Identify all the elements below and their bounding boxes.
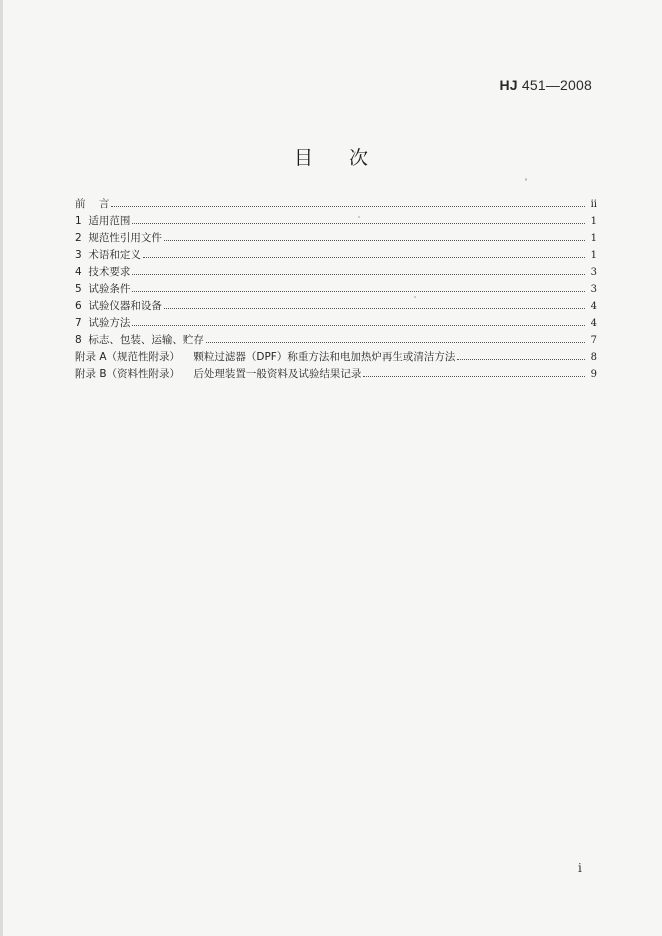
toc-entry-label: 6 试验仪器和设备 [75, 300, 162, 312]
toc-entry-test-conditions[interactable] [75, 281, 597, 298]
toc-entry-label: 7 试验方法 [75, 317, 131, 329]
toc-entry-label: 3 术语和定义 [75, 249, 141, 261]
toc-entry-label: 2 规范性引用文件 [75, 232, 162, 244]
table-of-contents [75, 196, 597, 383]
toc-entry-terms[interactable] [75, 247, 597, 264]
page-number: i [578, 861, 582, 875]
toc-entry-page: 7 [590, 335, 597, 346]
toc-entry-label: 5 试验条件 [75, 283, 131, 295]
toc-entry-marking-packaging[interactable] [75, 332, 597, 349]
toc-entry-test-methods[interactable] [75, 315, 597, 332]
toc-entry-page: ii [590, 199, 597, 210]
toc-entry-label: 1 适用范围 [75, 215, 131, 227]
toc-entry-page: 8 [590, 352, 597, 363]
toc-entry-annex-a[interactable] [75, 349, 597, 366]
scan-speck [358, 216, 360, 218]
toc-entry-page: 1 [590, 216, 597, 227]
toc-entry-test-instruments[interactable] [75, 298, 597, 315]
standard-code [500, 77, 593, 93]
standard-code-number: 451—2008 [521, 77, 592, 93]
toc-leader-dots [164, 239, 585, 241]
toc-entry-label: 4 技术要求 [75, 266, 131, 278]
toc-leader-dots [132, 273, 585, 275]
toc-leader-dots [206, 341, 585, 343]
toc-entry-page: 4 [590, 301, 597, 312]
toc-entry-page: 3 [590, 284, 597, 295]
page-title: 目次 [293, 147, 404, 169]
page-edge-shadow [0, 0, 3, 936]
toc-entry-annex-b[interactable] [75, 366, 597, 383]
toc-entry-page: 1 [590, 233, 597, 244]
toc-entry-label: 8 标志、包装、运输、贮存 [75, 334, 204, 346]
toc-entry-label: 前 言 [75, 198, 110, 210]
scan-speck [525, 178, 527, 181]
toc-entry-scope[interactable] [75, 213, 597, 230]
toc-leader-dots [363, 375, 585, 377]
toc-entry-page: 9 [590, 369, 597, 380]
toc-entry-foreword[interactable] [75, 196, 597, 213]
toc-leader-dots [143, 256, 585, 258]
toc-entry-page: 3 [590, 267, 597, 278]
toc-leader-dots [164, 307, 585, 309]
toc-leader-dots [132, 324, 585, 326]
toc-entry-label: 附录 A（规范性附录） 颗粒过滤器（DPF）称重方法和电加热炉再生或清洁方法 [75, 351, 456, 363]
toc-entry-technical-requirements[interactable] [75, 264, 597, 281]
toc-entry-page: 4 [590, 318, 597, 329]
toc-entry-normative-references[interactable] [75, 230, 597, 247]
standard-code-prefix: HJ [499, 77, 518, 93]
toc-leader-dots [132, 290, 585, 292]
toc-leader-dots [132, 222, 585, 224]
toc-entry-page: 1 [590, 250, 597, 261]
toc-leader-dots [457, 358, 585, 360]
toc-leader-dots [111, 205, 585, 207]
scan-speck [414, 296, 416, 298]
toc-entry-label: 附录 B（资料性附录） 后处理装置一般资料及试验结果记录 [75, 368, 362, 380]
